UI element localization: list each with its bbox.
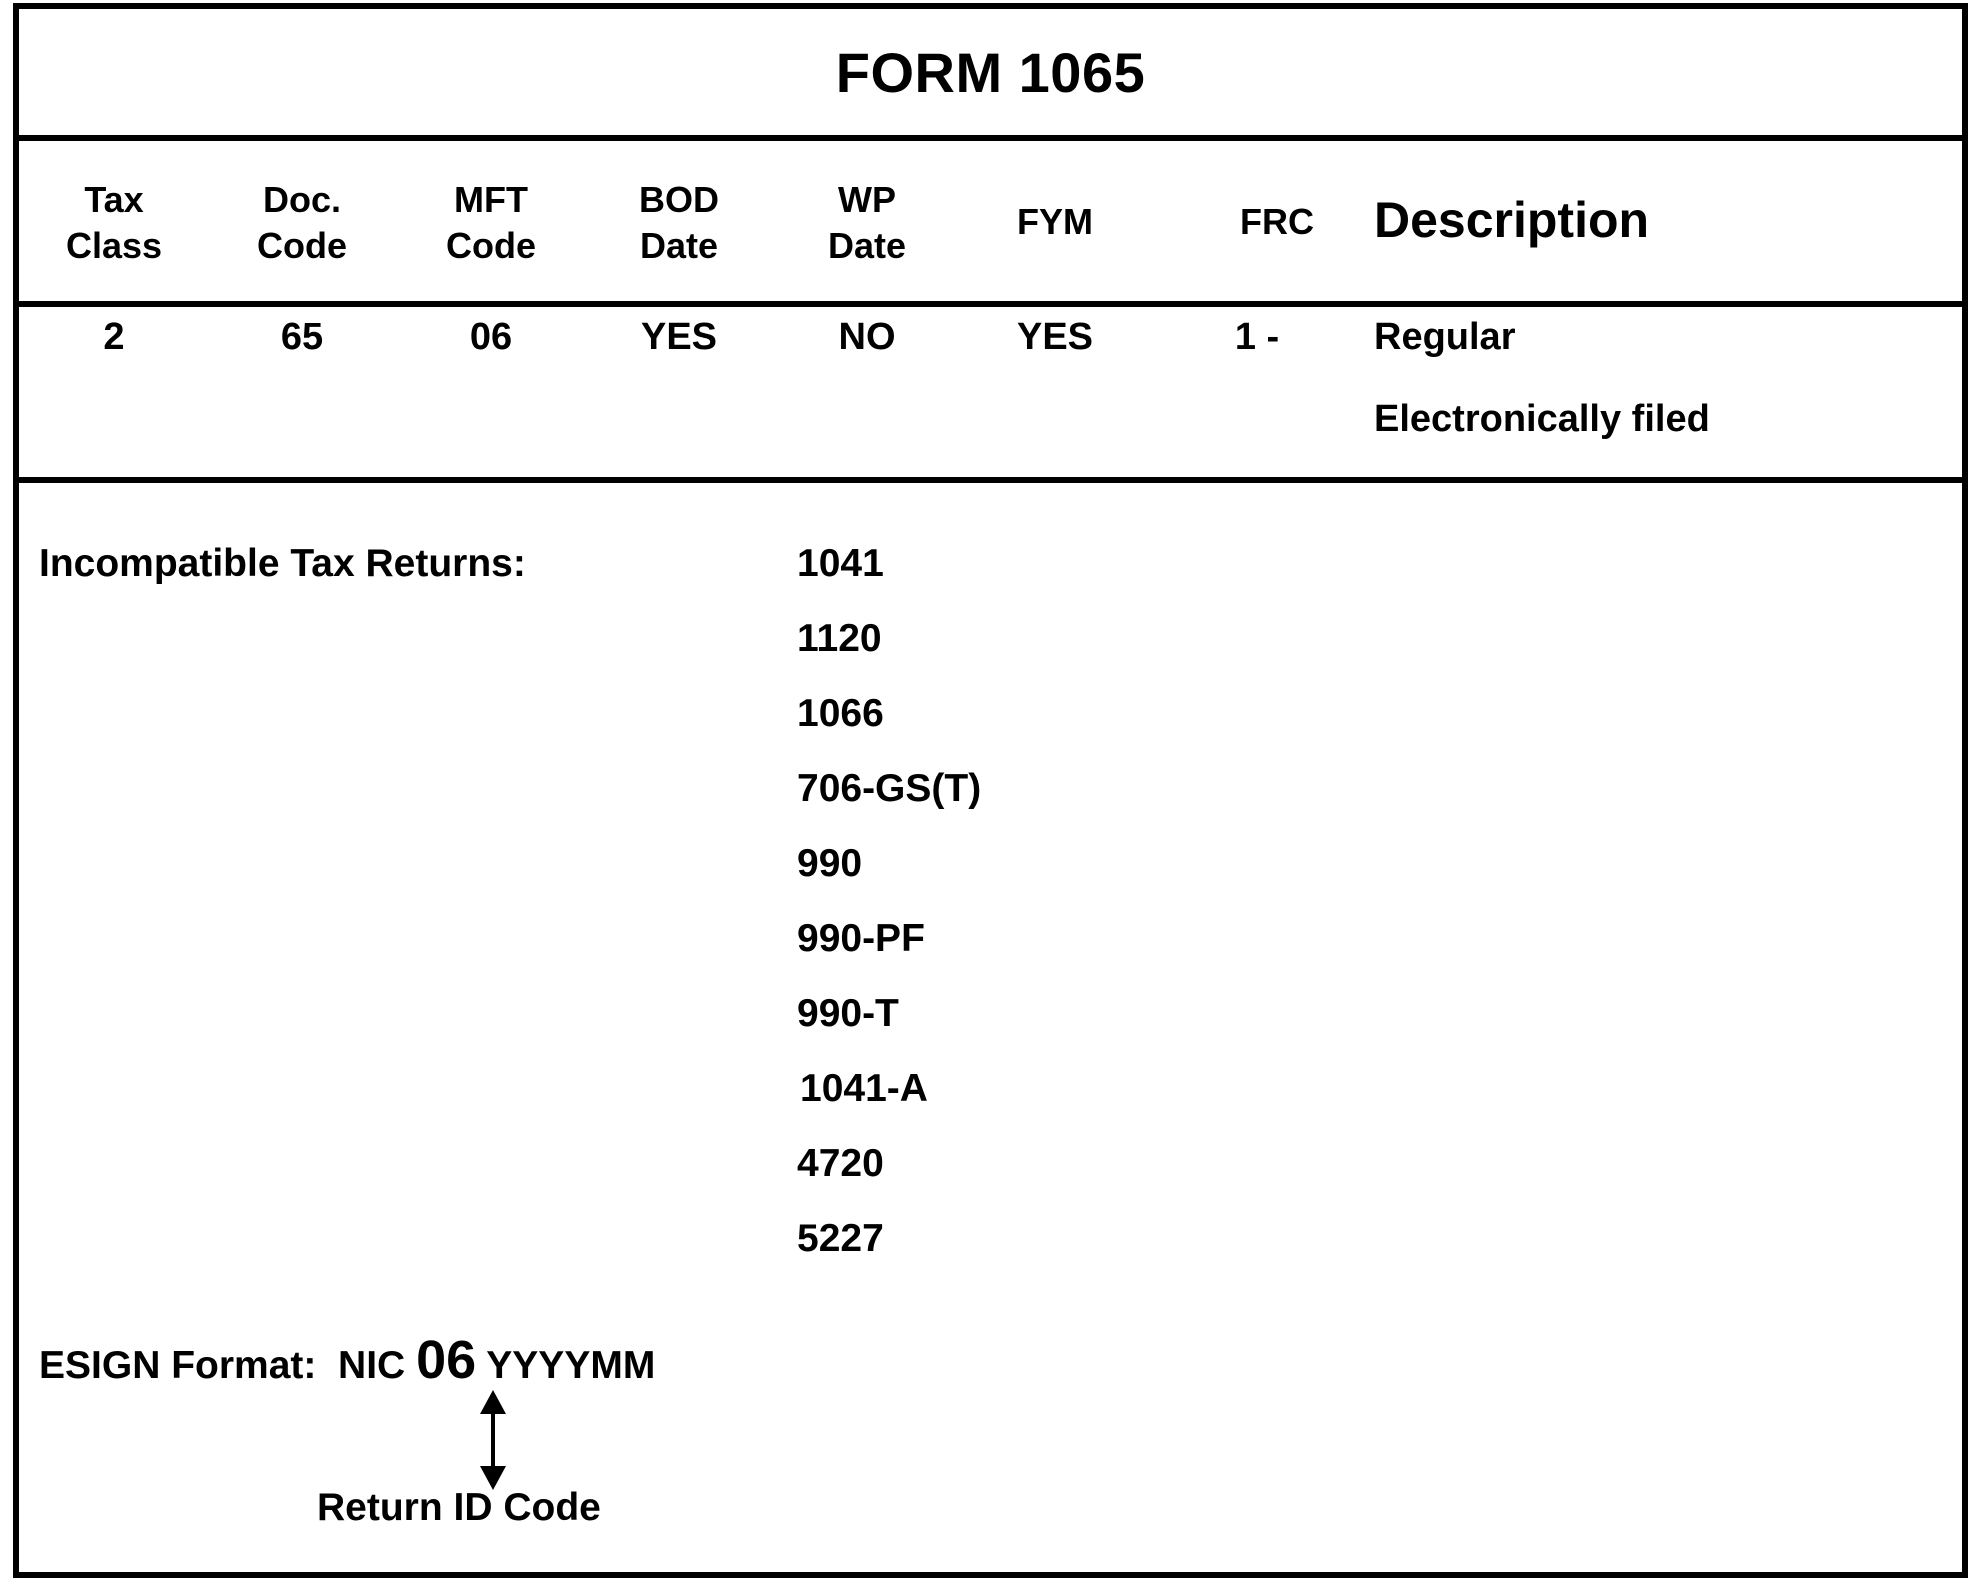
header-frc: FRC [1240,201,1314,242]
list-item: 990-PF [797,917,925,960]
list-item: 990-T [797,992,899,1035]
cell-description-electronic: Electronically filed [1374,398,1710,440]
cell-mft-code: 06 [469,316,513,358]
incompatible-returns-label: Incompatible Tax Returns: [39,542,526,585]
list-item: 1120 [797,617,882,660]
list-item: 5227 [797,1217,884,1260]
header-bod-date: BOD Date [639,179,719,266]
title-row [19,9,1962,141]
column-header-row [19,141,1962,307]
return-id-code-annotation: Return ID Code [317,1486,601,1529]
cell-wp-date: NO [838,316,896,358]
cell-doc-code: 65 [280,316,324,358]
double-arrow-icon [478,1390,508,1490]
data-row [19,307,1962,483]
form-frame [13,3,1968,1578]
cell-description-regular: Regular [1374,316,1516,358]
cell-fym: YES [1016,316,1094,358]
list-item: 1066 [797,692,884,735]
esign-format-line [39,1329,655,1391]
header-wp-date: WP Date [827,179,907,266]
cell-frc: 1 - [1234,316,1280,358]
header-tax-class: Tax Class [65,179,163,266]
list-item: 4720 [797,1142,884,1185]
esign-return-id-code: 06 [416,1330,477,1390]
esign-label: ESIGN Format: [39,1344,317,1387]
cell-bod-date: YES [640,316,718,358]
cell-tax-class: 2 [103,316,125,358]
header-fym: FYM [1017,201,1093,242]
list-item: 1041-A [800,1067,928,1110]
list-item: 1041 [797,542,884,585]
list-item: 706-GS(T) [797,767,982,810]
esign-suffix: YYYYMM [486,1344,656,1387]
header-mft-code: MFT Code [446,179,536,266]
esign-prefix: NIC [338,1344,406,1387]
header-description: Description [1374,192,1650,248]
list-item: 990 [797,842,863,885]
header-doc-code: Doc. Code [257,179,347,266]
form-title: FORM 1065 [835,40,1146,104]
incompatible-returns-list [797,539,981,1289]
